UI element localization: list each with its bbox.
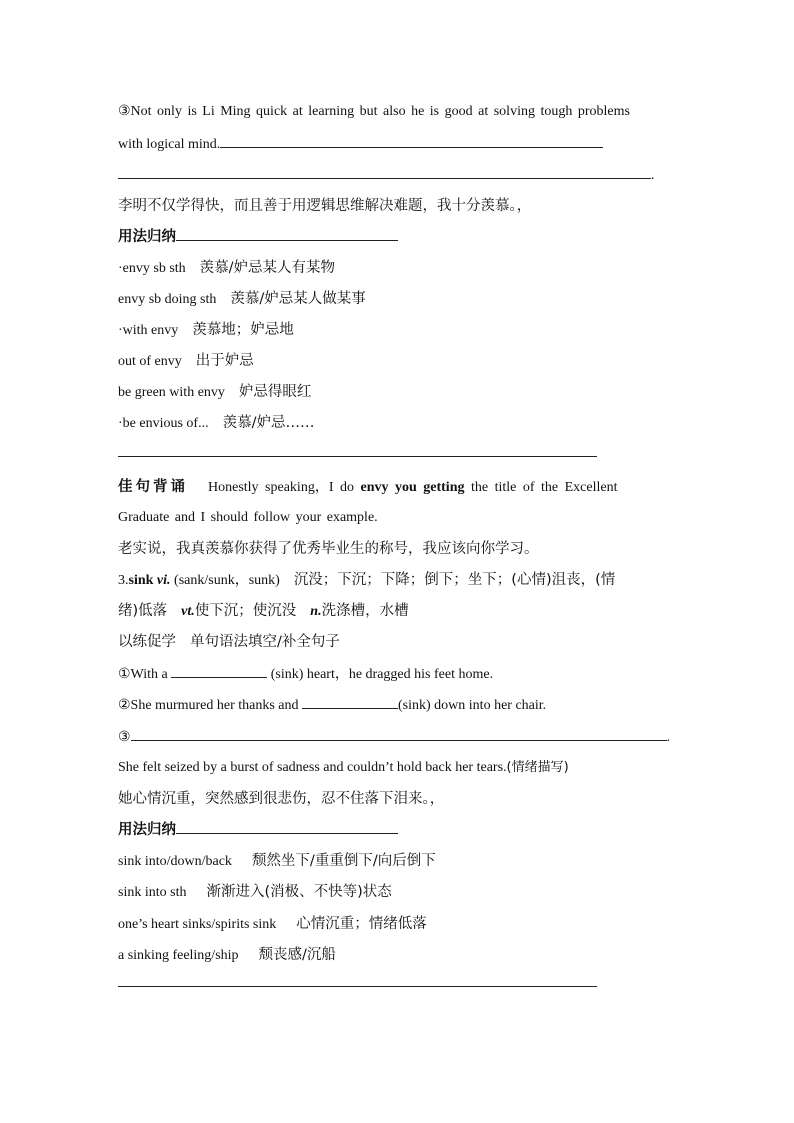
sentence-text: Honestly speaking，I do	[208, 480, 361, 495]
usage-item	[118, 382, 311, 403]
usage-meaning: 羡慕/妒忌某人有某物	[199, 260, 336, 276]
usage-phrase: out of envy	[118, 354, 182, 369]
usage-meaning: 羡慕/妒忌某人做某事	[230, 291, 366, 307]
usage-phrase: be green with envy	[118, 385, 225, 400]
usage-meaning: 出于妒忌	[195, 353, 254, 369]
entry-number: 3.	[118, 573, 129, 588]
model-sentence-label: 佳句背诵	[118, 479, 188, 495]
sentence-highlight: envy you getting	[360, 480, 465, 495]
practice-answer-3-translation: 她心情沉重，突然感到很悲伤，忍不住落下泪来。，	[118, 791, 445, 807]
answer-blank[interactable]	[118, 165, 651, 179]
usage-item	[118, 851, 436, 872]
question-number: ③	[118, 730, 131, 745]
usage-meaning: 妒忌得眼红	[238, 384, 312, 400]
heading-rule	[176, 820, 398, 834]
usage-phrase: sink into/down/back	[118, 854, 232, 869]
practice-title: 单句语法填空/补全句子	[190, 634, 340, 650]
usage-heading	[118, 227, 398, 247]
usage-item	[118, 882, 392, 903]
question-text: ②She murmured her thanks and	[118, 698, 299, 713]
usage-heading-text: 用法归纳	[118, 822, 176, 838]
exercise-3-translation: 李明不仅学得快，而且善于用逻辑思维解决难题，我十分羡慕。，	[118, 198, 532, 214]
usage-item	[118, 413, 314, 434]
answer-blank[interactable]	[220, 134, 603, 148]
heading-rule	[176, 227, 398, 241]
question-text: ①With a	[118, 667, 168, 682]
practice-question-3	[118, 727, 670, 748]
usage-phrase: ·envy sb sth	[118, 261, 186, 276]
practice-answer-3	[118, 758, 569, 778]
exercise-3-line3	[118, 165, 655, 186]
usage-heading-text: 用法归纳	[118, 229, 176, 245]
practice-question-1	[118, 664, 493, 685]
usage-phrase: envy sb doing sth	[118, 292, 217, 307]
exercise-3-line2-text: with logical mind.	[118, 137, 221, 152]
part-of-speech: vt.	[181, 604, 195, 619]
period: .	[651, 168, 655, 183]
answer-tag: (情绪描写)	[506, 760, 569, 775]
section-divider	[118, 456, 597, 457]
sentence-text: the title of the Excellent	[464, 480, 618, 495]
usage-item	[118, 351, 254, 372]
model-sentence-translation: 老实说，我真羡慕你获得了优秀毕业生的称号，我应该向你学习。	[118, 541, 539, 557]
usage-meaning: 颓丧感/沉船	[258, 947, 336, 963]
usage-item	[118, 945, 336, 966]
practice-heading-label: 以练促学	[118, 634, 176, 650]
usage-phrase: sink into sth	[118, 885, 187, 900]
question-text: (sink) down into her chair.	[398, 698, 547, 713]
answer-blank[interactable]	[131, 727, 667, 741]
practice-heading	[118, 632, 340, 652]
answer-blank[interactable]	[171, 664, 267, 678]
usage-meaning: 颓然坐下/重重倒下/向后倒下	[251, 853, 436, 869]
model-sentence-line2: Graduate and I should follow your example.	[118, 510, 378, 525]
definition: 沉没；下沉；下降；倒下；坐下；(心情)沮丧，(情	[293, 572, 616, 588]
exercise-3-line2	[118, 134, 603, 155]
usage-item	[118, 320, 294, 341]
usage-phrase: a sinking feeling/ship	[118, 948, 239, 963]
usage-item	[118, 914, 427, 935]
verb-forms: (sank/sunk，sunk)	[174, 573, 280, 588]
section-divider	[118, 986, 597, 987]
vocab-entry-sink	[118, 570, 615, 591]
practice-question-2	[118, 695, 546, 716]
usage-phrase: one’s heart sinks/spirits sink	[118, 917, 277, 932]
entry-word: sink	[128, 573, 154, 588]
usage-phrase: ·be envious of...	[118, 416, 209, 431]
model-sentence-line1	[118, 477, 618, 498]
usage-item	[118, 289, 366, 310]
vocab-entry-sink-line2	[118, 601, 409, 622]
usage-meaning: 羡慕地；妒忌地	[192, 322, 294, 338]
usage-meaning: 羡慕/妒忌……	[222, 415, 315, 431]
usage-heading	[118, 820, 398, 840]
definition: 绪)低落	[118, 603, 168, 619]
part-of-speech: n.	[310, 604, 322, 619]
answer-blank[interactable]	[302, 695, 398, 709]
usage-meaning: 渐渐进入(消极、不快等)状态	[206, 884, 392, 900]
exercise-3-line1: ③Not only is Li Ming quick at learning but also he is good at solving tough problems	[118, 104, 630, 119]
question-text: (sink) heart，he dragged his feet home.	[270, 667, 494, 682]
period: .	[666, 730, 671, 745]
answer-text: She felt seized by a burst of sadness and couldn’t hold back her tears.	[118, 760, 507, 775]
definition: 洗涤槽，水槽	[321, 603, 409, 619]
usage-phrase: ·with envy	[118, 323, 179, 338]
part-of-speech: vi.	[156, 573, 171, 588]
usage-item	[118, 258, 335, 279]
definition: 使下沉；使沉没	[194, 603, 297, 619]
usage-meaning: 心情沉重；情绪低落	[296, 916, 427, 932]
